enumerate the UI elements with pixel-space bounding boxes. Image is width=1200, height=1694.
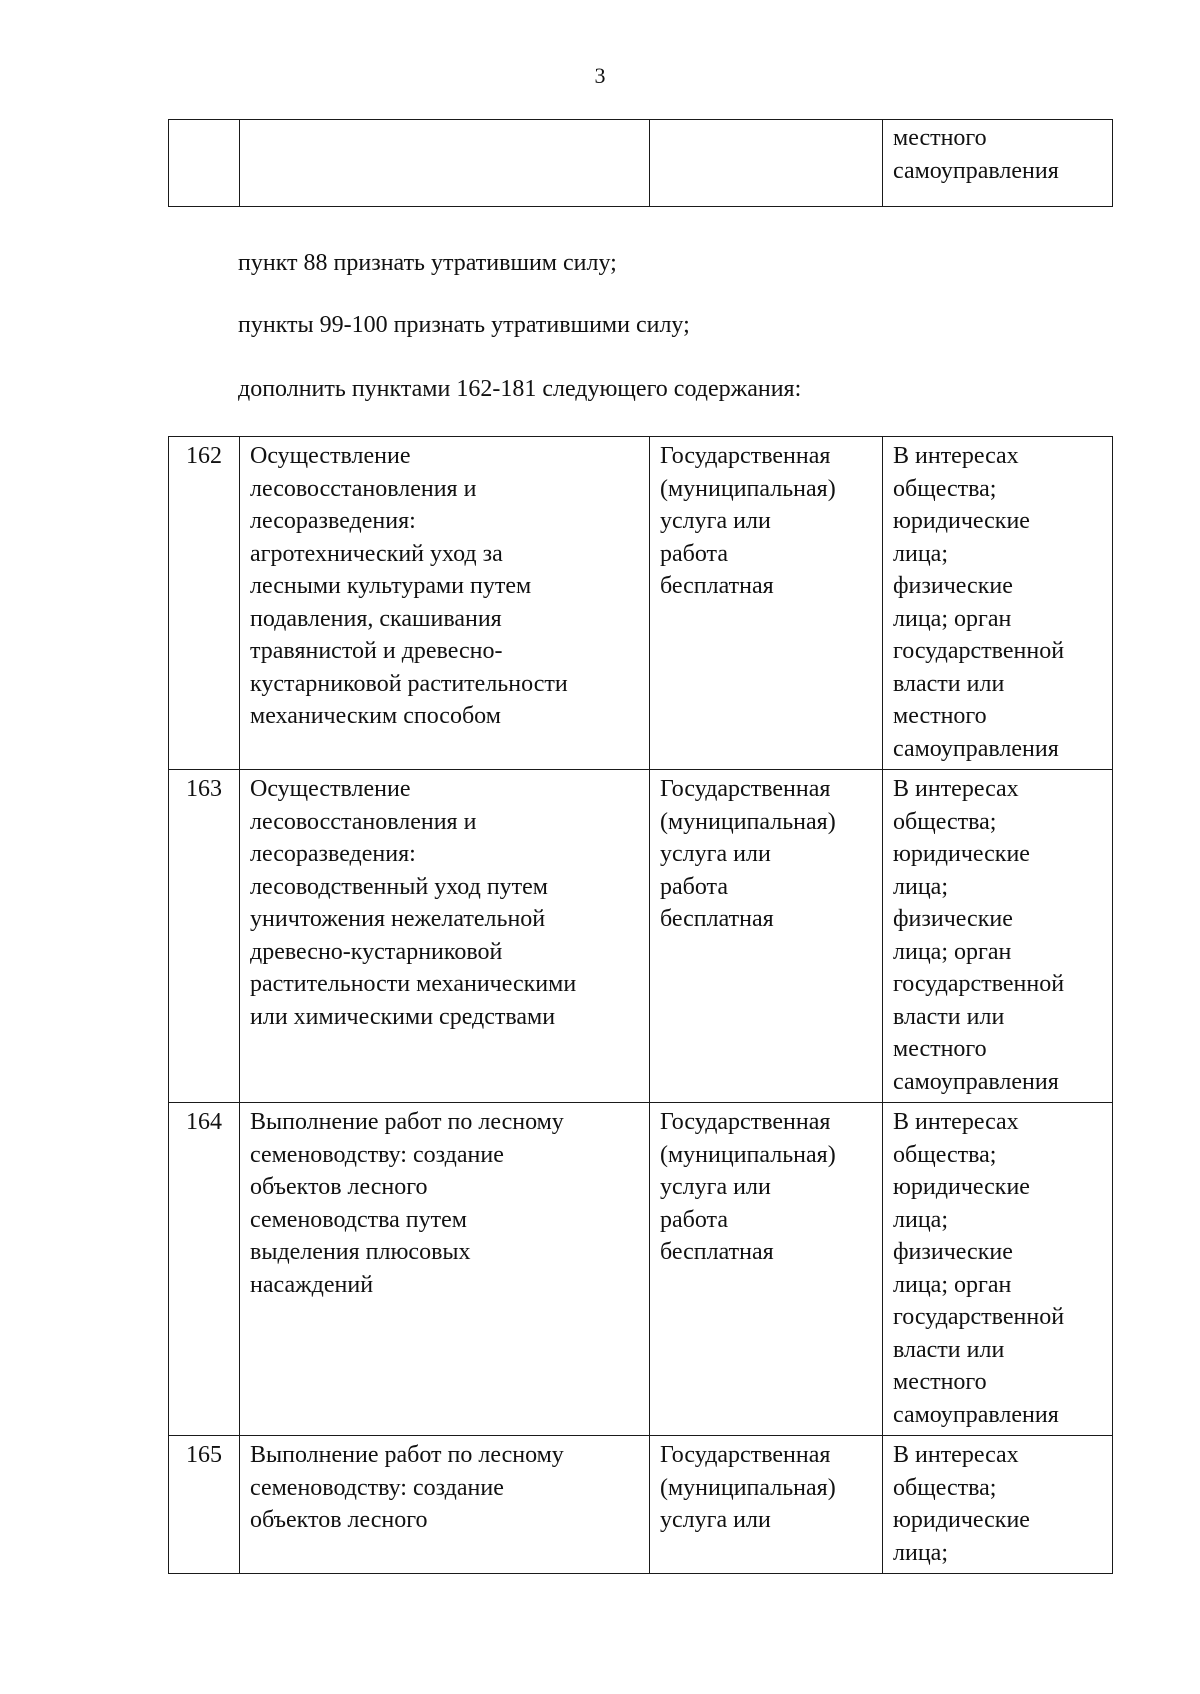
cell-text-line: бесплатная: [660, 1239, 774, 1265]
cell-text-line: растительности механическими: [250, 971, 577, 997]
cell-text-line: лица; орган: [893, 938, 1012, 965]
cell-text-line: юридические: [893, 508, 1030, 534]
cell-text-line: кустарниковой растительности: [250, 670, 568, 697]
paragraph-supplement: дополнить пунктами 162-181 следующего содержания:: [238, 376, 802, 402]
table-row: [169, 1103, 1113, 1436]
cell-text-line: лесовосстановления и: [250, 808, 477, 835]
cell-text-line: власти или: [893, 1336, 1005, 1363]
page-number: 3: [594, 63, 606, 88]
cell-text-line: лица;: [893, 540, 948, 567]
cell-text-line: физические: [893, 906, 1013, 932]
cell-text-line: местного: [893, 1036, 987, 1062]
cell-text-line: лица; орган: [893, 605, 1012, 632]
cell-text-line: государственной: [893, 971, 1065, 997]
cell-text-line: Выполнение работ по лесному: [250, 1109, 564, 1135]
cell-text-line: (муниципальная): [660, 1141, 836, 1168]
cell-text-line: уничтожения нежелательной: [250, 906, 546, 932]
cell-number: 165: [169, 1436, 240, 1574]
cell-text-line: Государственная: [660, 443, 831, 469]
services-table: [168, 436, 1113, 1574]
cell-text-line: лесоразведения:: [250, 841, 416, 867]
cell-text-line: самоуправления: [893, 157, 1059, 184]
cell-consumers: [883, 437, 1113, 770]
cell-text-line: Осуществление: [250, 443, 411, 469]
cell-text-line: бесплатная: [660, 906, 774, 932]
cell-text-line: механическим способом: [250, 703, 501, 729]
cell-text-line: самоуправления: [893, 1401, 1059, 1428]
cell-text-line: юридические: [893, 1507, 1030, 1533]
cell-text-line: семеноводству: создание: [250, 1474, 504, 1501]
cell-text-line: семеноводства путем: [250, 1206, 467, 1233]
cell-text-line: местного: [893, 1369, 987, 1395]
cell-text-line: семеноводству: создание: [250, 1141, 504, 1168]
cell-text-line: государственной: [893, 1304, 1065, 1330]
cell-text-line: объектов лесного: [250, 1507, 428, 1533]
cell-text-line: Осуществление: [250, 776, 411, 802]
cell-text-line: общества;: [893, 475, 997, 502]
cell-number: 162: [169, 437, 240, 770]
cell-text-line: лица; орган: [893, 1271, 1012, 1298]
cell-text-line: работа: [660, 540, 728, 567]
cell-text-line: или химическими средствами: [250, 1003, 556, 1030]
cell-text-line: В интересах: [893, 1442, 1019, 1468]
cell-description: [240, 1436, 650, 1574]
cell-consumers: [883, 120, 1113, 207]
cell-text-line: лесоводственный уход путем: [250, 873, 548, 900]
cell-type: [650, 120, 883, 207]
cell-text-line: государственной: [893, 638, 1065, 664]
cell-text-line: самоуправления: [893, 1068, 1059, 1095]
cell-text-line: лесоразведения:: [250, 508, 416, 534]
cell-text-line: Государственная: [660, 1109, 831, 1135]
cell-text-line: (муниципальная): [660, 808, 836, 835]
cell-type: [650, 1436, 883, 1574]
cell-description: [240, 437, 650, 770]
cell-text-line: В интересах: [893, 1109, 1019, 1135]
cell-text-line: услуга или: [660, 1174, 771, 1200]
cell-text-line: местного: [893, 125, 987, 151]
cell-text-line: общества;: [893, 1141, 997, 1168]
cell-number: 163: [169, 770, 240, 1103]
cell-text-line: лица;: [893, 873, 948, 900]
cell-text-line: Государственная: [660, 776, 831, 802]
cell-text-line: лица;: [893, 1206, 948, 1233]
cell-text-line: работа: [660, 873, 728, 900]
cell-consumers: [883, 1436, 1113, 1574]
cell-type: [650, 437, 883, 770]
cell-text-line: (муниципальная): [660, 1474, 836, 1501]
cell-consumers: [883, 1103, 1113, 1436]
cell-text-line: общества;: [893, 1474, 997, 1501]
cell-type: [650, 1103, 883, 1436]
paragraph-item-88: пункт 88 признать утратившим силу;: [238, 250, 617, 276]
cell-text-line: объектов лесного: [250, 1174, 428, 1200]
cell-text-line: самоуправления: [893, 735, 1059, 762]
cell-text-line: местного: [893, 703, 987, 729]
cell-description: [240, 1103, 650, 1436]
cell-text-line: лесными культурами путем: [250, 573, 532, 599]
cell-description: [240, 770, 650, 1103]
cell-number: 164: [169, 1103, 240, 1436]
cell-number: [169, 120, 240, 207]
cell-text-line: работа: [660, 1206, 728, 1233]
cell-text-line: (муниципальная): [660, 475, 836, 502]
cell-text-line: подавления, скашивания: [250, 605, 502, 632]
cell-text-line: древесно-кустарниковой: [250, 938, 503, 965]
cell-description: [240, 120, 650, 207]
cell-text-line: Выполнение работ по лесному: [250, 1442, 564, 1468]
cell-text-line: лесовосстановления и: [250, 475, 477, 502]
table-row: [169, 1436, 1113, 1574]
cell-text-line: власти или: [893, 670, 1005, 697]
cell-text-line: юридические: [893, 1174, 1030, 1200]
cell-text-line: В интересах: [893, 443, 1019, 469]
cell-text-line: власти или: [893, 1003, 1005, 1030]
cell-text-line: выделения плюсовых: [250, 1239, 471, 1265]
cell-text-line: бесплатная: [660, 573, 774, 599]
table-row: [169, 770, 1113, 1103]
table-row: [169, 120, 1113, 207]
cell-text-line: физические: [893, 1239, 1013, 1265]
table-row: [169, 437, 1113, 770]
cell-text-line: Государственная: [660, 1442, 831, 1468]
cell-text-line: травянистой и древесно-: [250, 638, 503, 664]
cell-text-line: агротехнический уход за: [250, 540, 503, 567]
services-table-body: [169, 437, 1113, 1574]
cell-text-line: В интересах: [893, 776, 1019, 802]
continuation-table: [168, 119, 1113, 207]
cell-type: [650, 770, 883, 1103]
cell-text-line: услуга или: [660, 841, 771, 867]
cell-text-line: насаждений: [250, 1271, 374, 1298]
cell-consumers: [883, 770, 1113, 1103]
cell-text-line: лица;: [893, 1539, 948, 1566]
cell-text-line: услуга или: [660, 508, 771, 534]
cell-text-line: физические: [893, 573, 1013, 599]
cell-text-line: услуга или: [660, 1507, 771, 1533]
cell-text-line: юридические: [893, 841, 1030, 867]
paragraph-items-99-100: пункты 99-100 признать утратившими силу;: [238, 312, 690, 338]
cell-text-line: общества;: [893, 808, 997, 835]
